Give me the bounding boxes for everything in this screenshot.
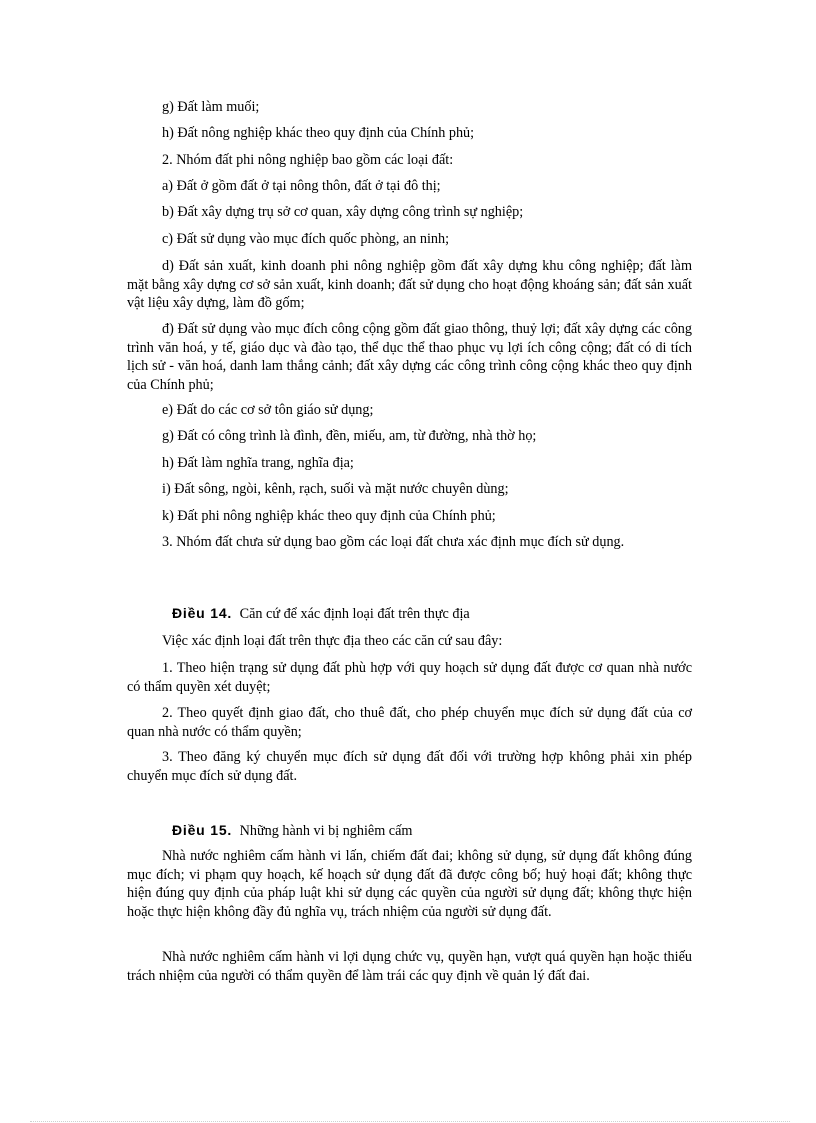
paragraph-3-unused-land: 3. Nhóm đất chưa sử dụng bao gồm các loại đất chưa xác định mục đích sử dụng. xyxy=(162,534,625,550)
paragraph-e-religious-land: e) Đất do các cơ sở tôn giáo sử dụng; xyxy=(162,402,374,418)
article-14-paragraph: 3. Theo đăng ký chuyển mục đích sử dụng đất đối với trường hợp không phải xin phép chuyển mục đích sử dụng đất. xyxy=(127,749,692,784)
paragraph-b-office-land: b) Đất xây dựng trụ sở cơ quan, xây dựng công trình sự nghiệp; xyxy=(162,204,524,220)
article-15-heading xyxy=(172,821,412,841)
paragraph-g-salt-land: g) Đất làm muối; xyxy=(162,99,260,115)
paragraph-h-other-agri-land: h) Đất nông nghiệp khác theo quy định của Chính phủ; xyxy=(162,125,475,141)
article-15-paragraph: Nhà nước nghiêm cấm hành vi lấn, chiếm đất đai; không sử dụng, sử dụng đất không đúng mục đích; vi phạm quy hoạch, kế hoạch sử dụng đất đã được công bố; huỷ hoại đất; không thực hiện đúng quy định của pháp luật khi sử dụng các quyền của người sử dụng đất; không thực hiện hoặc thực hiện không đầy đủ nghĩa vụ, trách nhiệm của người sử dụng đất. xyxy=(127,848,692,920)
paragraph-h-cemetery-land: h) Đất làm nghĩa trang, nghĩa địa; xyxy=(162,455,354,471)
paragraph-g-temple-land: g) Đất có công trình là đình, đền, miếu, am, từ đường, nhà thờ họ; xyxy=(162,428,537,444)
article-14-title: Căn cứ để xác định loại đất trên thực địa xyxy=(239,606,470,622)
article-14-paragraph: 1. Theo hiện trạng sử dụng đất phù hợp với quy hoạch sử dụng đất được cơ quan nhà nước có thẩm quyền xét duyệt; xyxy=(127,660,692,695)
article-14-paragraph: Việc xác định loại đất trên thực địa theo các căn cứ sau đây: xyxy=(162,633,503,649)
paragraph-2-non-agri-group: 2. Nhóm đất phi nông nghiệp bao gồm các loại đất: xyxy=(162,152,454,168)
article-14-label: Điều 14. xyxy=(172,605,233,621)
article-15-label: Điều 15. xyxy=(172,822,233,838)
paragraph-d-business-land: d) Đất sản xuất, kinh doanh phi nông nghiệp gồm đất xây dựng khu công nghiệp; đất làm mặt bằng xây dựng cơ sở sản xuất, kinh doanh; đất sử dụng cho hoạt động khoáng sản; đất sản xuất vật liệu xây dựng, làm đồ gốm; xyxy=(127,258,692,311)
page-bottom-rule xyxy=(30,1121,790,1122)
paragraph-a-residential-land: a) Đất ở gồm đất ở tại nông thôn, đất ở tại đô thị; xyxy=(162,178,441,194)
paragraph-dd-public-land: đ) Đất sử dụng vào mục đích công cộng gồm đất giao thông, thuỷ lợi; đất xây dựng các công trình văn hoá, y tế, giáo dục và đào tạo, thể dục thể thao phục vụ lợi ích công cộng; đất có di tích lịch sử - văn hoá, danh lam thắng cảnh; đất xây dựng các công trình công cộng khác theo quy định của Chính phủ; xyxy=(127,321,692,393)
paragraph-k-other-non-agri: k) Đất phi nông nghiệp khác theo quy định của Chính phủ; xyxy=(162,508,496,524)
article-15-title: Những hành vi bị nghiêm cấm xyxy=(239,823,413,839)
article-15-paragraph: Nhà nước nghiêm cấm hành vi lợi dụng chức vụ, quyền hạn, vượt quá quyền hạn hoặc thiếu trách nhiệm của người có thẩm quyền để làm trái các quy định về quản lý đất đai. xyxy=(127,949,692,984)
article-14-heading xyxy=(172,604,470,624)
paragraph-c-defense-land: c) Đất sử dụng vào mục đích quốc phòng, an ninh; xyxy=(162,231,450,247)
article-14-paragraph: 2. Theo quyết định giao đất, cho thuê đất, cho phép chuyển mục đích sử dụng đất của cơ quan nhà nước có thẩm quyền; xyxy=(127,705,692,740)
paragraph-i-water-land: i) Đất sông, ngòi, kênh, rạch, suối và mặt nước chuyên dùng; xyxy=(162,481,509,497)
